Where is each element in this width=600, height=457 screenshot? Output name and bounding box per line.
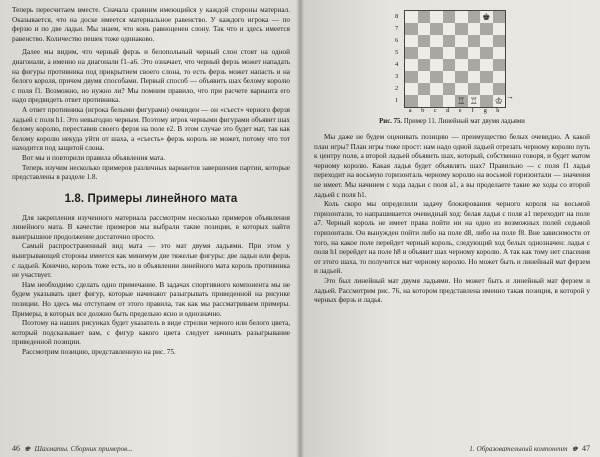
board-square-f7	[468, 23, 481, 35]
figure-75	[314, 6, 590, 116]
board-square-f5	[468, 47, 481, 59]
board-square-c3	[430, 71, 443, 83]
board-square-a7	[405, 23, 418, 35]
board-square-g3	[480, 71, 493, 83]
board-square-g4	[480, 59, 493, 71]
board-square-a6	[405, 35, 418, 47]
file-label: g	[483, 107, 487, 114]
page-number: 47	[582, 444, 590, 453]
board-square-h1	[493, 95, 506, 107]
file-label: d	[446, 107, 450, 114]
board-square-b4	[418, 59, 431, 71]
board-square-d1	[443, 95, 456, 107]
board-square-e8	[455, 11, 468, 23]
paragraph: Это был линейный мат двумя ладьями. Но может быть и линейный мат ферзем и ладьей. Рассмотрим рис. 76, на котором представлена именно такая позиция, в которой у черных ферзь и ладья.	[314, 276, 590, 305]
file-label: h	[496, 107, 500, 114]
rank-label: 5	[395, 48, 399, 56]
paragraph: Нам необходимо сделать одно примечание. В задачах спортивного компонента мы не будем указывать цвет фигур, которые начинают разыгрывать приведенной на рисунке позиции. Но здесь мы отступаем от этого правила, так как мы рассматриваем примеры. Примеры, в которых все должно быть предельно ясно и однозначно.	[12, 280, 290, 318]
board-square-f6	[468, 35, 481, 47]
board-square-a5	[405, 47, 418, 59]
page-footer	[12, 444, 133, 453]
board-square-f2	[468, 83, 481, 95]
board-square-e5	[455, 47, 468, 59]
board-square-a3	[405, 71, 418, 83]
paragraph: Для закрепления изученного материала рассмотрим несколько примеров объявления линейного мата. В качестве примеров мы выбрали такие позиции, в которых найти выигрышное продолжение достаточно просто.	[12, 213, 290, 241]
board-square-b2	[418, 83, 431, 95]
board-square-c2	[430, 83, 443, 95]
file-label: b	[421, 107, 425, 114]
turn-arrow-icon: →	[506, 92, 514, 101]
board-square-b1	[418, 95, 431, 107]
board-square-c5	[430, 47, 443, 59]
board-square-c7	[430, 23, 443, 35]
board-square-g6	[480, 35, 493, 47]
board-square-a4	[405, 59, 418, 71]
chess-piece-h1: ♔	[494, 95, 503, 106]
board-square-f1	[468, 95, 481, 107]
board-square-h2	[493, 83, 506, 95]
paragraph: Далее мы видим, что черный ферзь и белопольный черный слон стоят на одной диагонали, а именно на диагонали f1–a6. Это означает, что черный ферзь может нападать на фигуры противника под прикрытием своего слона, то есть ферзь может напасть и на белого короля, причем двумя способами. Первый способ — объявить шах белому королю с поля f1. Возможно, но нужно ли? Мы помним правило, что при расчете варианта его надо предвидеть ответ противника.	[12, 48, 290, 105]
rank-label: 7	[395, 24, 399, 32]
rank-label: 3	[395, 72, 399, 80]
board-square-e2	[455, 83, 468, 95]
board-square-h5	[493, 47, 506, 59]
paragraph: Коль скоро мы определили задачу блокирования черного короля на восьмой горизонтали, то напрашивается очевидный ход: белая ладья с поля a1 переходит на поле a7. Черный король не имеет права пойти ни на одно из возможных полей седьмой горизонтали. Он вынужден пойти либо на поле d8, либо на поле f8. Вне зависимости от того, на какое поле перейдет черный король, следующий ход белых однозначен: ладья с поля h1 перейдет на поле h8 и объявит шах черному королю. А так как тому нет спасения от этого шаха, то получится мат черному королю. Но может быть и линейный мат ферзем и ладьей.	[314, 200, 590, 276]
file-labels	[404, 107, 504, 114]
board-square-d3	[443, 71, 456, 83]
board-square-f8	[468, 11, 481, 23]
figure-caption	[314, 118, 590, 125]
chess-piece-icon: ♚	[571, 445, 578, 453]
board-square-g5	[480, 47, 493, 59]
section-title: 1.8. Примеры линейного мата	[64, 192, 238, 205]
board-square-e4	[455, 59, 468, 71]
running-title: Шахматы. Сборник примеров...	[34, 444, 133, 453]
right-page	[300, 0, 600, 457]
paragraph: Теперь пересчитаем вместе. Сначала сравним имеющийся у каждой стороны материал. Оказывается, что на доске имеется материальное равенство. У каждого игрока — по ферзю и по две ладьи. Мы знаем, что конь равноценен слону. Так что и здесь имеется равенство. Количество пешек тоже одинаково.	[12, 6, 290, 43]
rank-label: 1	[395, 96, 399, 104]
board-square-d7	[443, 23, 456, 35]
board-square-h4	[493, 59, 506, 71]
board-square-e3	[455, 71, 468, 83]
board-square-c8	[430, 11, 443, 23]
rank-label: 2	[395, 84, 399, 92]
chess-piece-e1: ♖	[457, 95, 466, 106]
chess-board	[404, 10, 506, 108]
chess-piece-f1: ♖	[469, 95, 478, 106]
file-label: f	[471, 107, 474, 114]
paragraph: Рассмотрим позицию, представленную на рис. 75.	[22, 348, 176, 356]
rank-label: 6	[395, 36, 399, 44]
board-square-h6	[493, 35, 506, 47]
board-square-b3	[418, 71, 431, 83]
board-square-h7	[493, 23, 506, 35]
rank-label: 4	[395, 60, 399, 68]
board-square-d2	[443, 83, 456, 95]
board-square-b7	[418, 23, 431, 35]
board-square-g8	[480, 11, 493, 23]
board-square-g2	[480, 83, 493, 95]
paragraph: Самый распространенный вид мата — это мат двумя ладьями. При этом у выигрывающей стороны имеется как минимум две тяжелые фигуры: две ладьи или ферзь с ладьей. Конечно, король тоже есть, но в объявлении линейного мата король противника не участвует.	[12, 242, 290, 280]
board-square-c1	[430, 95, 443, 107]
file-label: a	[408, 107, 412, 114]
book-spine	[296, 0, 304, 457]
caption-label: Рис. 75.	[379, 118, 403, 125]
board-square-d6	[443, 35, 456, 47]
board-square-d4	[443, 59, 456, 71]
chess-piece-g8: ♚	[482, 11, 491, 22]
board-square-a8	[405, 11, 418, 23]
rank-label: 8	[395, 12, 399, 20]
board-square-b8	[418, 11, 431, 23]
board-square-e1	[455, 95, 468, 107]
board-square-c6	[430, 35, 443, 47]
board-square-a1	[405, 95, 418, 107]
paragraph: Мы даже не будем оценивать позицию — преимущество белых очевидно. А какой план игры? План игры тоже прост: нам надо одной ладьей отрезать черному королю путь к центру поля, а второй ладьей объявить шах, который, собственно говоря, и будет матом черному королю. Какая ладья будет объявлять шах? Правильно — с поля f1 ладья переходит на восьмую горизонталь черному королю на восьмой горизонтали — значения не имеет. Мы начинем с хода ладьи с поля a1, а вы проделаете такие же ходы со второй ладьей с поля h1.	[314, 133, 590, 199]
board-square-g7	[480, 23, 493, 35]
board-square-e6	[455, 35, 468, 47]
board-square-h8	[493, 11, 506, 23]
board-square-d8	[443, 11, 456, 23]
board-square-c4	[430, 59, 443, 71]
page-number: 46	[12, 444, 20, 453]
file-label: c	[433, 107, 437, 114]
paragraph: Теперь изучим несколько примеров различных вариантов завершения партии, которые представлены в разделе 1.8.	[12, 163, 290, 182]
caption-text: Пример 11. Линейный мат двумя ладьями	[403, 118, 525, 125]
board-square-g1	[480, 95, 493, 107]
paragraph: А ответ противника (игрока белыми фигурами) очевиден — он «съест» черного ферзя ладьей с поля h1. Это невыгодно черным. Поэтому игрок черными фигурами объявит шах белому королю, переставив своего ферзя на поле e2. В этом случае это будет мат, так как белому королю некуда уйти от шаха, а «съесть» ферзь король не может, потому что тот находится под защитой слона.	[12, 105, 290, 153]
board-square-h3	[493, 71, 506, 83]
paragraph: Вот мы и повторили правила объявления мата.	[22, 153, 166, 162]
board-square-f4	[468, 59, 481, 71]
running-title: 1. Образовательный компонент	[469, 444, 568, 453]
chess-piece-icon: ♚	[24, 445, 31, 453]
board-square-b6	[418, 35, 431, 47]
file-label: e	[458, 107, 462, 114]
board-square-f3	[468, 71, 481, 83]
board-square-d5	[443, 47, 456, 59]
board-square-e7	[455, 23, 468, 35]
board-square-b5	[418, 47, 431, 59]
rank-labels	[395, 10, 398, 106]
page-footer	[469, 444, 590, 453]
board-square-a2	[405, 83, 418, 95]
paragraph: Поэтому на наших рисунках будет указатель в виде стрелки черного или белого цвета, который подсказывает вам, с фигур какого цвета следует начинать разыгрывание приведенной позиции.	[12, 319, 290, 347]
